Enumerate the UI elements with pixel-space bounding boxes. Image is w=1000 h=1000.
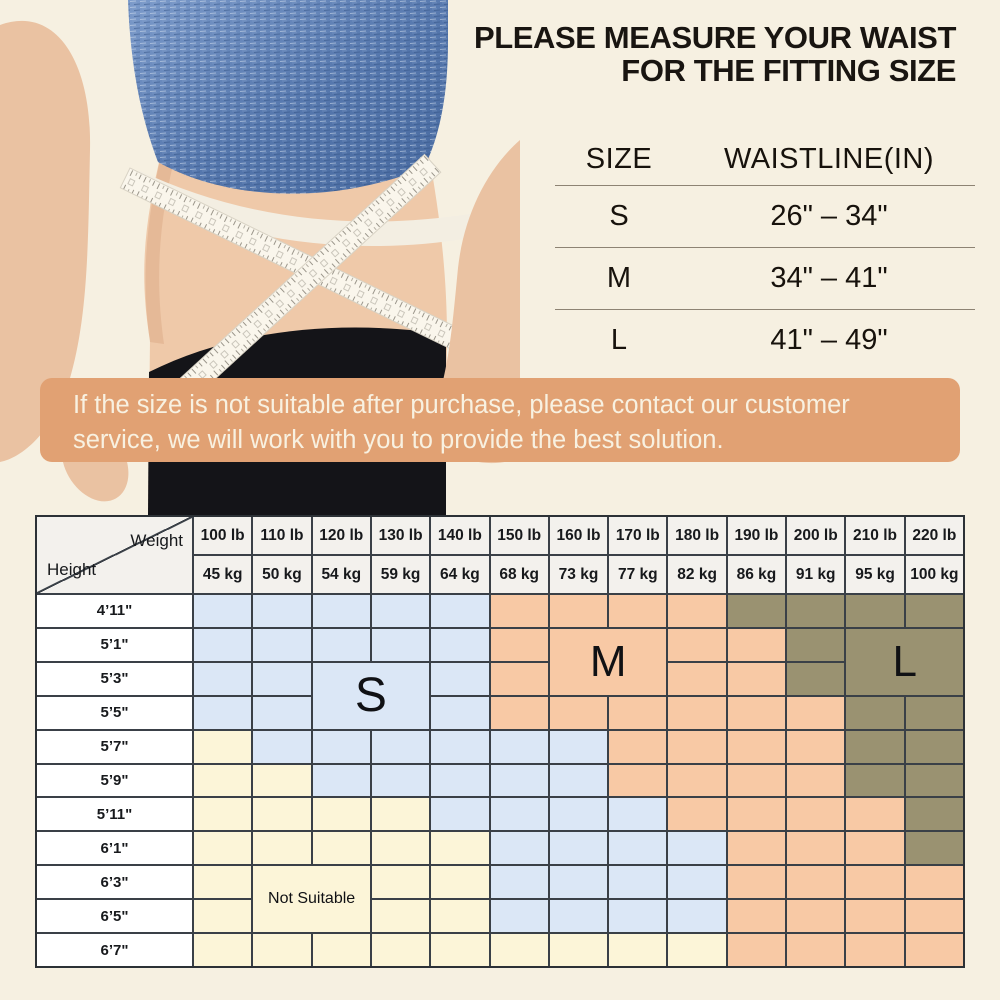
height-label-511: 5’11" bbox=[37, 798, 192, 830]
matrix-cell-411-130lb bbox=[372, 595, 429, 627]
matrix-cell-411-110lb bbox=[253, 595, 310, 627]
weight-header-lb-170lb: 170 lb bbox=[609, 517, 666, 554]
matrix-cell-67-130lb bbox=[372, 934, 429, 966]
matrix-cell-55-160lb bbox=[550, 697, 607, 729]
matrix-cell-51-100lb bbox=[194, 629, 251, 661]
size-m-range: 34" – 41" bbox=[770, 262, 888, 294]
matrix-cell-53-190lb bbox=[728, 663, 785, 695]
matrix-cell-59-180lb bbox=[668, 765, 725, 797]
weight-header-lb-160lb: 160 lb bbox=[550, 517, 607, 554]
matrix-cell-65-200lb bbox=[787, 900, 844, 932]
matrix-cell-67-190lb bbox=[728, 934, 785, 966]
waistline-col-range: WAISTLINE(IN) bbox=[723, 142, 935, 175]
height-label-411: 4’11" bbox=[37, 595, 192, 627]
waistline-row-l bbox=[555, 310, 975, 371]
weight-header-lb-210lb: 210 lb bbox=[846, 517, 903, 554]
matrix-cell-57-180lb bbox=[668, 731, 725, 763]
matrix-cell-411-100lb bbox=[194, 595, 251, 627]
matrix-cell-511-130lb bbox=[372, 798, 429, 830]
matrix-cell-57-190lb bbox=[728, 731, 785, 763]
matrix-cell-59-130lb bbox=[372, 765, 429, 797]
matrix-cell-55-150lb bbox=[491, 697, 548, 729]
matrix-cell-411-200lb bbox=[787, 595, 844, 627]
weight-header-lb-110lb: 110 lb bbox=[253, 517, 310, 554]
matrix-cell-53-100lb bbox=[194, 663, 251, 695]
matrix-cell-511-180lb bbox=[668, 798, 725, 830]
matrix-cell-57-170lb bbox=[609, 731, 666, 763]
matrix-cell-61-100lb bbox=[194, 832, 251, 864]
matrix-cell-67-110lb bbox=[253, 934, 310, 966]
matrix-cell-511-110lb bbox=[253, 798, 310, 830]
size-s-label: S bbox=[609, 200, 629, 232]
matrix-cell-51-140lb bbox=[431, 629, 488, 661]
matrix-cell-55-190lb bbox=[728, 697, 785, 729]
matrix-cell-55-170lb bbox=[609, 697, 666, 729]
weight-header-lb-130lb: 130 lb bbox=[372, 517, 429, 554]
matrix-cell-53-140lb bbox=[431, 663, 488, 695]
matrix-cell-63-100lb bbox=[194, 866, 251, 898]
weight-header-kg-82kg: 82 kg bbox=[668, 556, 725, 593]
matrix-cell-57-160lb bbox=[550, 731, 607, 763]
weight-header-lb-220lb: 220 lb bbox=[906, 517, 963, 554]
waistline-table bbox=[555, 133, 975, 371]
matrix-cell-65-170lb bbox=[609, 900, 666, 932]
matrix-cell-411-180lb bbox=[668, 595, 725, 627]
matrix-cell-67-210lb bbox=[846, 934, 903, 966]
matrix-cell-61-130lb bbox=[372, 832, 429, 864]
matrix-cell-67-180lb bbox=[668, 934, 725, 966]
weight-header-lb-100lb: 100 lb bbox=[194, 517, 251, 554]
matrix-cell-511-200lb bbox=[787, 798, 844, 830]
matrix-cell-51-190lb bbox=[728, 629, 785, 661]
matrix-cell-65-150lb bbox=[491, 900, 548, 932]
notice-line2: service, we will work with you to provide the best solution. bbox=[73, 425, 724, 454]
matrix-cell-65-160lb bbox=[550, 900, 607, 932]
matrix-cell-65-130lb bbox=[372, 900, 429, 932]
page-title bbox=[474, 22, 956, 88]
matrix-cell-65-140lb bbox=[431, 900, 488, 932]
matrix-cell-55-110lb bbox=[253, 697, 310, 729]
size-s-range: 26" – 34" bbox=[770, 200, 888, 232]
height-label-55: 5’5" bbox=[37, 697, 192, 729]
matrix-cell-411-150lb bbox=[491, 595, 548, 627]
size-l-label: L bbox=[610, 324, 628, 356]
height-label-51: 5’1" bbox=[37, 629, 192, 661]
matrix-cell-511-150lb bbox=[491, 798, 548, 830]
matrix-cell-57-130lb bbox=[372, 731, 429, 763]
weight-axis-label: Weight bbox=[130, 531, 183, 550]
weight-header-kg-86kg: 86 kg bbox=[728, 556, 785, 593]
waistline-row-m bbox=[555, 248, 975, 310]
matrix-corner-cell bbox=[37, 517, 192, 593]
matrix-cell-511-120lb bbox=[313, 798, 370, 830]
waistline-row-s bbox=[555, 186, 975, 248]
matrix-cell-63-140lb bbox=[431, 866, 488, 898]
matrix-cell-59-150lb bbox=[491, 765, 548, 797]
matrix-cell-411-120lb bbox=[313, 595, 370, 627]
height-label-57: 5’7" bbox=[37, 731, 192, 763]
matrix-cell-61-200lb bbox=[787, 832, 844, 864]
matrix-cell-51-150lb bbox=[491, 629, 548, 661]
size-zone-label-m: M bbox=[550, 629, 667, 695]
matrix-cell-61-150lb bbox=[491, 832, 548, 864]
matrix-cell-65-100lb bbox=[194, 900, 251, 932]
matrix-cell-59-200lb bbox=[787, 765, 844, 797]
matrix-cell-51-110lb bbox=[253, 629, 310, 661]
matrix-cell-51-130lb bbox=[372, 629, 429, 661]
matrix-cell-67-220lb bbox=[906, 934, 963, 966]
page-title-line2: FOR THE FITTING SIZE bbox=[621, 52, 956, 88]
matrix-cell-411-220lb bbox=[906, 595, 963, 627]
weight-header-kg-73kg: 73 kg bbox=[550, 556, 607, 593]
matrix-cell-59-220lb bbox=[906, 765, 963, 797]
height-label-59: 5’9" bbox=[37, 765, 192, 797]
matrix-cell-57-200lb bbox=[787, 731, 844, 763]
matrix-cell-65-190lb bbox=[728, 900, 785, 932]
matrix-cell-51-120lb bbox=[313, 629, 370, 661]
weight-header-lb-180lb: 180 lb bbox=[668, 517, 725, 554]
weight-header-kg-64kg: 64 kg bbox=[431, 556, 488, 593]
matrix-cell-51-200lb bbox=[787, 629, 844, 661]
height-label-67: 6’7" bbox=[37, 934, 192, 966]
height-label-53: 5’3" bbox=[37, 663, 192, 695]
matrix-cell-63-200lb bbox=[787, 866, 844, 898]
weight-header-kg-68kg: 68 kg bbox=[491, 556, 548, 593]
matrix-cell-59-120lb bbox=[313, 765, 370, 797]
matrix-cell-53-110lb bbox=[253, 663, 310, 695]
matrix-cell-59-190lb bbox=[728, 765, 785, 797]
matrix-cell-67-100lb bbox=[194, 934, 251, 966]
weight-header-kg-91kg: 91 kg bbox=[787, 556, 844, 593]
height-axis-label: Height bbox=[47, 560, 97, 579]
waistline-col-size: SIZE bbox=[585, 142, 653, 175]
matrix-cell-511-100lb bbox=[194, 798, 251, 830]
matrix-cell-411-160lb bbox=[550, 595, 607, 627]
matrix-cell-53-200lb bbox=[787, 663, 844, 695]
weight-header-lb-200lb: 200 lb bbox=[787, 517, 844, 554]
matrix-cell-51-180lb bbox=[668, 629, 725, 661]
matrix-cell-55-140lb bbox=[431, 697, 488, 729]
matrix-cell-57-100lb bbox=[194, 731, 251, 763]
matrix-cell-61-160lb bbox=[550, 832, 607, 864]
matrix-cell-55-100lb bbox=[194, 697, 251, 729]
waistline-table-header bbox=[555, 133, 975, 186]
size-zone-label-s: S bbox=[313, 663, 430, 729]
customer-service-notice bbox=[40, 378, 960, 462]
matrix-cell-511-220lb bbox=[906, 798, 963, 830]
matrix-cell-57-110lb bbox=[253, 731, 310, 763]
matrix-cell-63-190lb bbox=[728, 866, 785, 898]
matrix-cell-57-150lb bbox=[491, 731, 548, 763]
weight-header-lb-120lb: 120 lb bbox=[313, 517, 370, 554]
height-label-61: 6’1" bbox=[37, 832, 192, 864]
matrix-cell-61-180lb bbox=[668, 832, 725, 864]
matrix-cell-511-190lb bbox=[728, 798, 785, 830]
matrix-cell-67-200lb bbox=[787, 934, 844, 966]
weight-header-kg-95kg: 95 kg bbox=[846, 556, 903, 593]
matrix-cell-61-120lb bbox=[313, 832, 370, 864]
matrix-cell-63-210lb bbox=[846, 866, 903, 898]
matrix-cell-511-160lb bbox=[550, 798, 607, 830]
height-label-63: 6’3" bbox=[37, 866, 192, 898]
size-zone-label-notsuitable: Not Suitable bbox=[253, 866, 370, 932]
photo-crop-top-texture bbox=[128, 0, 448, 194]
matrix-cell-67-160lb bbox=[550, 934, 607, 966]
matrix-cell-411-140lb bbox=[431, 595, 488, 627]
matrix-cell-61-190lb bbox=[728, 832, 785, 864]
matrix-cell-55-220lb bbox=[906, 697, 963, 729]
weight-header-lb-190lb: 190 lb bbox=[728, 517, 785, 554]
weight-header-kg-100kg: 100 kg bbox=[906, 556, 963, 593]
matrix-cell-411-190lb bbox=[728, 595, 785, 627]
weight-header-kg-45kg: 45 kg bbox=[194, 556, 251, 593]
matrix-cell-63-220lb bbox=[906, 866, 963, 898]
matrix-cell-57-120lb bbox=[313, 731, 370, 763]
size-l-range: 41" – 49" bbox=[770, 324, 888, 356]
matrix-cell-411-210lb bbox=[846, 595, 903, 627]
matrix-cell-55-200lb bbox=[787, 697, 844, 729]
matrix-cell-63-180lb bbox=[668, 866, 725, 898]
matrix-cell-511-210lb bbox=[846, 798, 903, 830]
matrix-cell-67-170lb bbox=[609, 934, 666, 966]
matrix-cell-63-160lb bbox=[550, 866, 607, 898]
matrix-cell-65-210lb bbox=[846, 900, 903, 932]
matrix-cell-67-120lb bbox=[313, 934, 370, 966]
matrix-cell-55-180lb bbox=[668, 697, 725, 729]
size-zone-label-l: L bbox=[846, 629, 963, 695]
matrix-cell-411-170lb bbox=[609, 595, 666, 627]
matrix-cell-65-180lb bbox=[668, 900, 725, 932]
weight-header-kg-50kg: 50 kg bbox=[253, 556, 310, 593]
matrix-cell-61-210lb bbox=[846, 832, 903, 864]
matrix-cell-59-170lb bbox=[609, 765, 666, 797]
matrix-cell-59-210lb bbox=[846, 765, 903, 797]
matrix-cell-59-110lb bbox=[253, 765, 310, 797]
matrix-cell-59-100lb bbox=[194, 765, 251, 797]
matrix-cell-511-170lb bbox=[609, 798, 666, 830]
matrix-cell-61-220lb bbox=[906, 832, 963, 864]
matrix-cell-67-140lb bbox=[431, 934, 488, 966]
weight-header-lb-140lb: 140 lb bbox=[431, 517, 488, 554]
matrix-cell-53-180lb bbox=[668, 663, 725, 695]
matrix-cell-55-210lb bbox=[846, 697, 903, 729]
matrix-cell-59-160lb bbox=[550, 765, 607, 797]
page-title-line1: PLEASE MEASURE YOUR WAIST bbox=[473, 20, 956, 55]
height-label-65: 6’5" bbox=[37, 900, 192, 932]
matrix-cell-511-140lb bbox=[431, 798, 488, 830]
notice-line1: If the size is not suitable after purchase, please contact our customer bbox=[73, 391, 850, 419]
weight-header-kg-54kg: 54 kg bbox=[313, 556, 370, 593]
matrix-cell-63-150lb bbox=[491, 866, 548, 898]
matrix-cell-63-130lb bbox=[372, 866, 429, 898]
weight-header-kg-77kg: 77 kg bbox=[609, 556, 666, 593]
matrix-cell-57-220lb bbox=[906, 731, 963, 763]
weight-header-lb-150lb: 150 lb bbox=[491, 517, 548, 554]
matrix-cell-65-220lb bbox=[906, 900, 963, 932]
matrix-cell-59-140lb bbox=[431, 765, 488, 797]
weight-header-kg-59kg: 59 kg bbox=[372, 556, 429, 593]
size-m-label: M bbox=[606, 262, 632, 294]
matrix-cell-53-150lb bbox=[491, 663, 548, 695]
matrix-cell-61-110lb bbox=[253, 832, 310, 864]
matrix-cell-61-140lb bbox=[431, 832, 488, 864]
matrix-cell-67-150lb bbox=[491, 934, 548, 966]
matrix-cell-57-140lb bbox=[431, 731, 488, 763]
matrix-cell-63-170lb bbox=[609, 866, 666, 898]
matrix-cell-57-210lb bbox=[846, 731, 903, 763]
matrix-cell-61-170lb bbox=[609, 832, 666, 864]
size-matrix bbox=[35, 515, 965, 968]
